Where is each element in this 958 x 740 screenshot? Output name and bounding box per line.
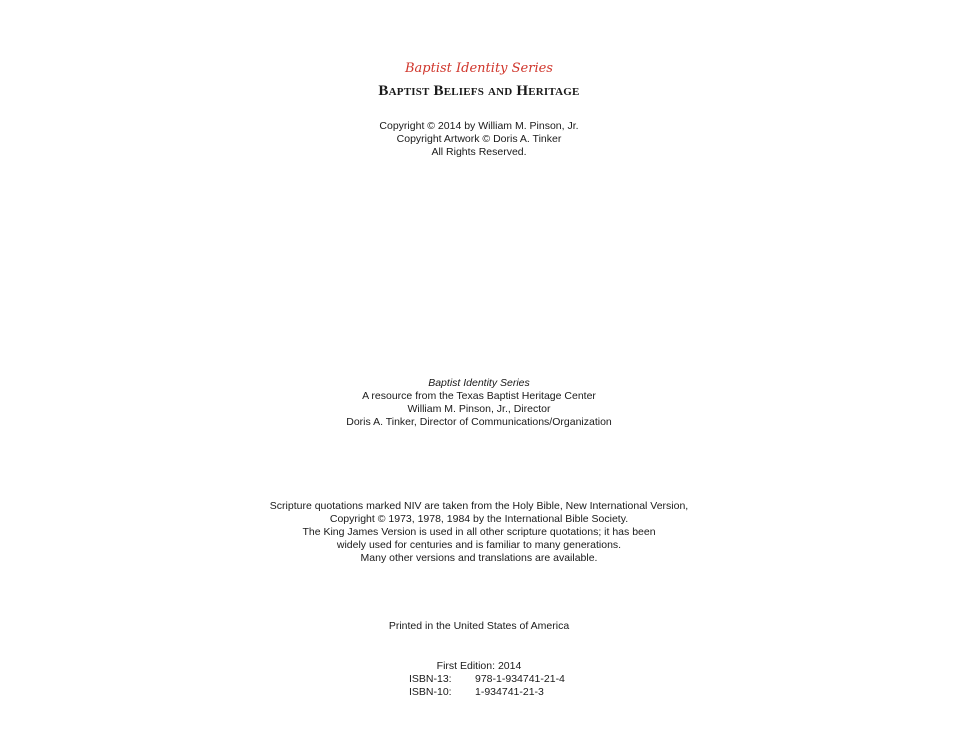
series-title: Baptist Identity Series xyxy=(405,61,553,76)
resource-communications-director: Doris A. Tinker, Director of Communications/Organization xyxy=(346,416,612,428)
isbn-10-value: 1-934741-21-3 xyxy=(475,686,544,698)
scripture-line-5: Many other versions and translations are available. xyxy=(360,552,598,564)
resource-series-name: Baptist Identity Series xyxy=(428,377,530,389)
isbn-13-value: 978-1-934741-21-4 xyxy=(475,673,565,685)
isbn-10 xyxy=(409,686,544,699)
scripture-line-3: The King James Version is used in all other scripture quotations; it has been xyxy=(302,526,656,538)
isbn-13 xyxy=(409,673,565,686)
copyright-line-artwork: Copyright Artwork © Doris A. Tinker xyxy=(396,133,562,145)
printed-in: Printed in the United States of America xyxy=(388,620,570,632)
book-title: Baptist Beliefs and Heritage xyxy=(378,83,580,99)
scripture-line-4: widely used for centuries and is familiar to many generations. xyxy=(336,539,622,551)
scripture-line-2: Copyright © 1973, 1978, 1984 by the International Bible Society. xyxy=(329,513,629,525)
resource-source: A resource from the Texas Baptist Heritage Center xyxy=(362,390,596,402)
copyright-line-author: Copyright © 2014 by William M. Pinson, Jr. xyxy=(379,120,579,132)
resource-director: William M. Pinson, Jr., Director xyxy=(407,403,551,415)
isbn-13-label: ISBN-13: xyxy=(409,673,452,685)
isbn-10-label: ISBN-10: xyxy=(409,686,452,698)
scripture-line-1: Scripture quotations marked NIV are taken from the Holy Bible, New International Version, xyxy=(269,500,689,512)
rights-reserved: All Rights Reserved. xyxy=(431,146,527,158)
edition: First Edition: 2014 xyxy=(436,660,522,672)
